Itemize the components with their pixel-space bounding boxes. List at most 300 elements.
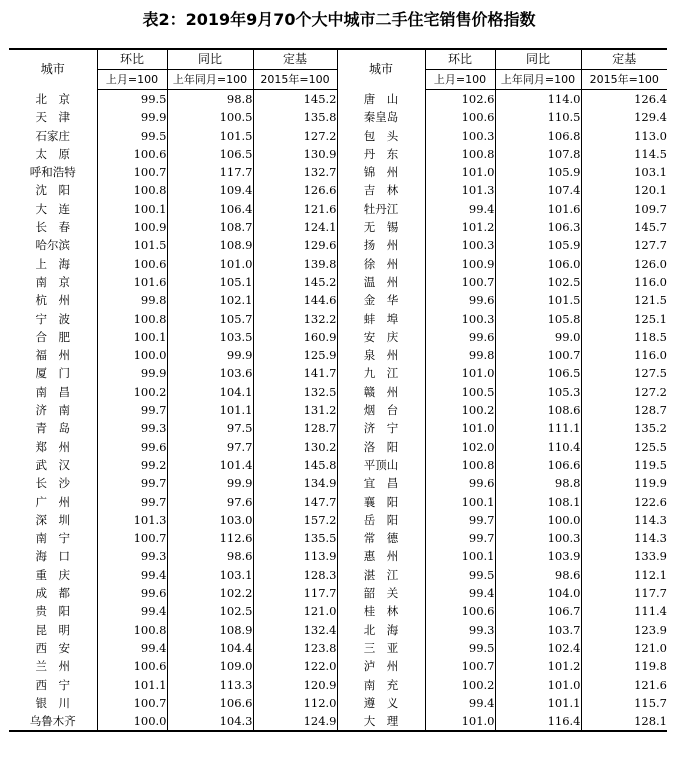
cell-mom-right: 100.7: [425, 657, 495, 675]
cell-city-left: 大 连: [35, 201, 70, 216]
table-row: [9, 127, 667, 145]
cell-city-right: 岳 阳: [337, 511, 425, 529]
cell-fixed-left: 125.9: [253, 346, 337, 364]
cell-fixed-left: 145.2: [253, 90, 337, 109]
cell-mom-right: 100.5: [425, 383, 495, 401]
cell-mom-right: 101.0: [425, 419, 495, 437]
table-row: [9, 547, 667, 565]
cell-yoy-right: 103.7: [495, 621, 581, 639]
cell-city-left: 兰 州: [35, 659, 70, 674]
cell-city-right: 锦 州: [337, 163, 425, 181]
cell-fixed-right: 103.1: [581, 163, 667, 181]
cell-fixed-left: 132.2: [253, 310, 337, 328]
cell-city-right: 北 海: [337, 621, 425, 639]
cell-city-right: 唐 山: [337, 90, 425, 109]
cell-fixed-left: 121.6: [253, 200, 337, 218]
cell-fixed-left: 145.2: [253, 273, 337, 291]
cell-mom-right: 100.7: [425, 273, 495, 291]
cell-city-right: 包 头: [337, 127, 425, 145]
table-row: [9, 419, 667, 437]
cell-fixed-left: 132.7: [253, 163, 337, 181]
cell-city-left: 长 沙: [35, 476, 70, 491]
table-row: [9, 438, 667, 456]
cell-yoy-right: 98.8: [495, 474, 581, 492]
table-row: [9, 602, 667, 620]
cell-mom-right: 100.8: [425, 145, 495, 163]
table-row: [9, 291, 667, 309]
cell-yoy-left: 108.9: [167, 621, 253, 639]
cell-yoy-left: 108.7: [167, 218, 253, 236]
cell-city-left: 郑 州: [35, 439, 70, 454]
table-row: [9, 712, 667, 731]
cell-city-right: 桂 林: [337, 602, 425, 620]
cell-mom-right: 100.9: [425, 255, 495, 273]
cell-fixed-left: 130.9: [253, 145, 337, 163]
col-header-city-left: 城市: [9, 49, 97, 90]
cell-city-left: 乌鲁木齐: [9, 712, 97, 731]
cell-city-left: 武 汉: [35, 457, 70, 472]
cell-mom-left: 99.7: [97, 493, 167, 511]
table-title: 表2：2019年9月70个大中城市二手住宅销售价格指数: [142, 10, 536, 29]
cell-city-right: 九 江: [337, 364, 425, 382]
cell-city-left: 昆 明: [35, 622, 70, 637]
cell-mom-left: 100.0: [97, 346, 167, 364]
cell-fixed-right: 119.8: [581, 657, 667, 675]
cell-fixed-right: 133.9: [581, 547, 667, 565]
cell-yoy-left: 106.6: [167, 694, 253, 712]
col-header-fixed-right: 定基: [581, 49, 667, 70]
cell-city-right: 遵 义: [337, 694, 425, 712]
cell-fixed-left: 123.8: [253, 639, 337, 657]
cell-fixed-left: 135.5: [253, 529, 337, 547]
cell-yoy-left: 99.9: [167, 474, 253, 492]
table-row: [9, 364, 667, 382]
cell-mom-left: 99.8: [97, 291, 167, 309]
cell-city-left: 青 岛: [35, 421, 70, 436]
cell-mom-right: 100.1: [425, 547, 495, 565]
table-row: [9, 474, 667, 492]
cell-yoy-left: 103.0: [167, 511, 253, 529]
table-row: [9, 657, 667, 675]
cell-city-right: 扬 州: [337, 236, 425, 254]
cell-fixed-right: 129.4: [581, 108, 667, 126]
cell-city-right: 韶 关: [337, 584, 425, 602]
cell-city-left: 贵 阳: [35, 604, 70, 619]
cell-yoy-right: 106.6: [495, 456, 581, 474]
cell-fixed-left: 124.9: [253, 712, 337, 731]
cell-city-left: 海 口: [35, 549, 70, 564]
cell-mom-left: 100.8: [97, 181, 167, 199]
cell-yoy-right: 110.5: [495, 108, 581, 126]
cell-yoy-left: 101.1: [167, 401, 253, 419]
cell-fixed-left: 120.9: [253, 676, 337, 694]
cell-fixed-left: 129.6: [253, 236, 337, 254]
table-row: [9, 493, 667, 511]
cell-fixed-left: 130.2: [253, 438, 337, 456]
cell-mom-left: 100.6: [97, 145, 167, 163]
cell-city-right: 秦皇岛: [337, 108, 425, 126]
col-header-yoy-right: 同比: [495, 49, 581, 70]
cell-city-left: 福 州: [35, 348, 70, 363]
cell-yoy-right: 101.2: [495, 657, 581, 675]
cell-mom-right: 102.0: [425, 438, 495, 456]
cell-city-right: 平顶山: [337, 456, 425, 474]
cell-city-left: 石家庄: [35, 128, 70, 143]
cell-city-right: 丹 东: [337, 145, 425, 163]
cell-mom-right: 100.3: [425, 127, 495, 145]
cell-mom-left: 99.7: [97, 474, 167, 492]
cell-yoy-right: 100.0: [495, 511, 581, 529]
cell-mom-left: 100.1: [97, 328, 167, 346]
cell-yoy-right: 101.5: [495, 291, 581, 309]
cell-mom-left: 100.6: [97, 657, 167, 675]
cell-yoy-left: 112.6: [167, 529, 253, 547]
cell-yoy-left: 101.5: [167, 127, 253, 145]
cell-yoy-right: 100.3: [495, 529, 581, 547]
cell-mom-left: 101.1: [97, 676, 167, 694]
cell-fixed-left: 135.8: [253, 108, 337, 126]
cell-mom-right: 101.0: [425, 364, 495, 382]
cell-yoy-left: 104.1: [167, 383, 253, 401]
cell-fixed-right: 120.1: [581, 181, 667, 199]
cell-city-right: 三 亚: [337, 639, 425, 657]
table-row: [9, 236, 667, 254]
table-row: [9, 694, 667, 712]
subheader-fixed-left: 2015年=100: [253, 70, 337, 90]
cell-fixed-right: 119.5: [581, 456, 667, 474]
cell-yoy-left: 113.3: [167, 676, 253, 694]
table-row: [9, 310, 667, 328]
cell-city-right: 赣 州: [337, 383, 425, 401]
cell-city-left: 深 圳: [35, 512, 70, 527]
cell-fixed-left: 157.2: [253, 511, 337, 529]
table-row: [9, 218, 667, 236]
cell-fixed-right: 123.9: [581, 621, 667, 639]
cell-fixed-left: 132.4: [253, 621, 337, 639]
cell-mom-right: 99.3: [425, 621, 495, 639]
cell-yoy-right: 101.6: [495, 200, 581, 218]
table-row: [9, 328, 667, 346]
cell-mom-left: 99.2: [97, 456, 167, 474]
cell-yoy-right: 106.3: [495, 218, 581, 236]
table-row: [9, 529, 667, 547]
cell-mom-left: 99.6: [97, 584, 167, 602]
cell-mom-left: 99.5: [97, 90, 167, 109]
cell-yoy-right: 105.8: [495, 310, 581, 328]
cell-fixed-left: 141.7: [253, 364, 337, 382]
cell-mom-right: 101.2: [425, 218, 495, 236]
cell-fixed-right: 126.4: [581, 90, 667, 109]
cell-fixed-right: 128.7: [581, 401, 667, 419]
cell-yoy-right: 102.5: [495, 273, 581, 291]
cell-yoy-right: 101.0: [495, 676, 581, 694]
table-row: [9, 273, 667, 291]
table-row: [9, 108, 667, 126]
table-row: [9, 621, 667, 639]
cell-fixed-left: 127.2: [253, 127, 337, 145]
cell-fixed-right: 127.2: [581, 383, 667, 401]
cell-city-left: 厦 门: [35, 366, 70, 381]
cell-mom-right: 100.3: [425, 236, 495, 254]
col-header-yoy-left: 同比: [167, 49, 253, 70]
cell-city-left: 宁 波: [35, 311, 70, 326]
cell-fixed-right: 115.7: [581, 694, 667, 712]
cell-yoy-left: 106.4: [167, 200, 253, 218]
cell-fixed-right: 114.3: [581, 511, 667, 529]
cell-mom-left: 100.2: [97, 383, 167, 401]
cell-yoy-left: 117.7: [167, 163, 253, 181]
cell-mom-left: 101.3: [97, 511, 167, 529]
cell-mom-left: 99.4: [97, 639, 167, 657]
cell-city-right: 徐 州: [337, 255, 425, 273]
cell-fixed-right: 127.7: [581, 236, 667, 254]
cell-yoy-left: 103.1: [167, 566, 253, 584]
cell-city-right: 泉 州: [337, 346, 425, 364]
cell-yoy-left: 104.4: [167, 639, 253, 657]
cell-yoy-right: 106.5: [495, 364, 581, 382]
cell-city-right: 大 理: [337, 712, 425, 731]
cell-fixed-left: 145.8: [253, 456, 337, 474]
cell-yoy-left: 109.4: [167, 181, 253, 199]
cell-city-left: 哈尔滨: [35, 238, 70, 253]
table-row: [9, 584, 667, 602]
cell-yoy-right: 107.8: [495, 145, 581, 163]
price-index-table: [9, 48, 667, 732]
cell-city-right: 宜 昌: [337, 474, 425, 492]
cell-mom-left: 99.9: [97, 108, 167, 126]
cell-mom-left: 100.7: [97, 694, 167, 712]
cell-city-left: 合 肥: [35, 329, 70, 344]
cell-mom-right: 100.6: [425, 108, 495, 126]
cell-mom-left: 99.5: [97, 127, 167, 145]
cell-fixed-left: 160.9: [253, 328, 337, 346]
cell-fixed-right: 114.3: [581, 529, 667, 547]
cell-city-left: 银 川: [35, 695, 70, 710]
cell-mom-left: 99.3: [97, 547, 167, 565]
cell-mom-right: 100.8: [425, 456, 495, 474]
cell-fixed-left: 121.0: [253, 602, 337, 620]
cell-mom-left: 100.7: [97, 163, 167, 181]
cell-yoy-left: 97.5: [167, 419, 253, 437]
cell-mom-left: 100.8: [97, 310, 167, 328]
cell-fixed-right: 122.6: [581, 493, 667, 511]
cell-mom-right: 100.2: [425, 401, 495, 419]
table-row: [9, 456, 667, 474]
cell-fixed-right: 118.5: [581, 328, 667, 346]
cell-city-left: 太 原: [35, 146, 70, 161]
cell-yoy-right: 111.1: [495, 419, 581, 437]
cell-city-left: 济 南: [35, 403, 70, 418]
cell-fixed-left: 117.7: [253, 584, 337, 602]
table-row: [9, 145, 667, 163]
cell-city-left: 成 都: [35, 586, 70, 601]
cell-fixed-right: 116.0: [581, 273, 667, 291]
cell-yoy-left: 105.1: [167, 273, 253, 291]
cell-fixed-left: 124.1: [253, 218, 337, 236]
cell-city-right: 襄 阳: [337, 493, 425, 511]
cell-yoy-left: 101.4: [167, 456, 253, 474]
cell-yoy-right: 107.4: [495, 181, 581, 199]
cell-fixed-right: 112.1: [581, 566, 667, 584]
cell-city-right: 惠 州: [337, 547, 425, 565]
cell-yoy-right: 98.6: [495, 566, 581, 584]
table-row: [9, 566, 667, 584]
cell-mom-right: 99.4: [425, 694, 495, 712]
cell-city-left: 南 昌: [35, 384, 70, 399]
cell-city-right: 金 华: [337, 291, 425, 309]
cell-city-left: 天 津: [35, 110, 70, 125]
col-header-mom-left: 环比: [97, 49, 167, 70]
cell-yoy-left: 104.3: [167, 712, 253, 731]
cell-yoy-right: 108.6: [495, 401, 581, 419]
cell-yoy-left: 100.5: [167, 108, 253, 126]
cell-mom-left: 101.5: [97, 236, 167, 254]
cell-mom-right: 99.7: [425, 511, 495, 529]
subheader-yoy-right: 上年同月=100: [495, 70, 581, 90]
cell-yoy-left: 109.0: [167, 657, 253, 675]
cell-mom-left: 99.4: [97, 602, 167, 620]
cell-city-left: 西 宁: [35, 677, 70, 692]
cell-city-right: 湛 江: [337, 566, 425, 584]
cell-mom-left: 99.6: [97, 438, 167, 456]
cell-mom-left: 99.9: [97, 364, 167, 382]
cell-fixed-right: 128.1: [581, 712, 667, 731]
header-row: [9, 49, 667, 70]
cell-fixed-left: 128.3: [253, 566, 337, 584]
cell-fixed-right: 117.7: [581, 584, 667, 602]
cell-yoy-left: 102.5: [167, 602, 253, 620]
cell-city-left: 呼和浩特: [29, 165, 76, 180]
cell-yoy-left: 108.9: [167, 236, 253, 254]
cell-yoy-right: 114.0: [495, 90, 581, 109]
cell-fixed-right: 125.1: [581, 310, 667, 328]
cell-city-right: 洛 阳: [337, 438, 425, 456]
cell-city-right: 吉 林: [337, 181, 425, 199]
cell-fixed-right: 116.0: [581, 346, 667, 364]
cell-fixed-right: 135.2: [581, 419, 667, 437]
cell-city-left: 重 庆: [35, 567, 70, 582]
cell-yoy-right: 110.4: [495, 438, 581, 456]
table-row: [9, 90, 667, 109]
subheader-mom-right: 上月=100: [425, 70, 495, 90]
cell-mom-right: 101.3: [425, 181, 495, 199]
cell-mom-left: 99.3: [97, 419, 167, 437]
cell-fixed-right: 109.7: [581, 200, 667, 218]
cell-city-left: 西 安: [35, 640, 70, 655]
cell-yoy-left: 102.2: [167, 584, 253, 602]
cell-yoy-left: 105.7: [167, 310, 253, 328]
cell-yoy-left: 97.6: [167, 493, 253, 511]
cell-mom-right: 100.2: [425, 676, 495, 694]
cell-fixed-right: 111.4: [581, 602, 667, 620]
cell-city-right: 牡丹江: [337, 200, 425, 218]
cell-yoy-right: 105.9: [495, 163, 581, 181]
cell-city-right: 南 充: [337, 676, 425, 694]
cell-fixed-right: 121.5: [581, 291, 667, 309]
cell-yoy-left: 103.5: [167, 328, 253, 346]
cell-mom-right: 99.5: [425, 566, 495, 584]
cell-fixed-right: 119.9: [581, 474, 667, 492]
cell-mom-left: 101.6: [97, 273, 167, 291]
cell-mom-right: 99.4: [425, 584, 495, 602]
cell-city-right: 常 德: [337, 529, 425, 547]
cell-mom-right: 99.6: [425, 291, 495, 309]
cell-mom-right: 99.4: [425, 200, 495, 218]
cell-mom-right: 102.6: [425, 90, 495, 109]
table-body: [9, 90, 667, 732]
cell-fixed-left: 139.8: [253, 255, 337, 273]
cell-yoy-right: 101.1: [495, 694, 581, 712]
table-row: [9, 200, 667, 218]
cell-yoy-right: 106.8: [495, 127, 581, 145]
cell-city-right: 温 州: [337, 273, 425, 291]
cell-fixed-right: 145.7: [581, 218, 667, 236]
cell-yoy-left: 98.6: [167, 547, 253, 565]
table-row: [9, 181, 667, 199]
table-row: [9, 163, 667, 181]
cell-city-left: 南 京: [35, 274, 70, 289]
cell-yoy-right: 106.7: [495, 602, 581, 620]
cell-yoy-right: 104.0: [495, 584, 581, 602]
cell-mom-right: 101.0: [425, 163, 495, 181]
cell-yoy-left: 102.1: [167, 291, 253, 309]
cell-mom-right: 99.8: [425, 346, 495, 364]
cell-fixed-left: 122.0: [253, 657, 337, 675]
cell-yoy-right: 116.4: [495, 712, 581, 731]
cell-fixed-right: 121.0: [581, 639, 667, 657]
cell-yoy-right: 100.7: [495, 346, 581, 364]
cell-fixed-left: 126.6: [253, 181, 337, 199]
table-row: [9, 255, 667, 273]
cell-fixed-right: 127.5: [581, 364, 667, 382]
cell-yoy-right: 106.0: [495, 255, 581, 273]
cell-fixed-left: 113.9: [253, 547, 337, 565]
cell-mom-left: 100.7: [97, 529, 167, 547]
cell-mom-right: 101.0: [425, 712, 495, 731]
subheader-mom-left: 上月=100: [97, 70, 167, 90]
cell-city-left: 长 春: [35, 220, 70, 235]
cell-mom-right: 99.6: [425, 328, 495, 346]
cell-fixed-left: 128.7: [253, 419, 337, 437]
cell-mom-left: 100.0: [97, 712, 167, 731]
table-row: [9, 346, 667, 364]
cell-yoy-left: 98.8: [167, 90, 253, 109]
cell-mom-left: 100.8: [97, 621, 167, 639]
cell-fixed-right: 126.0: [581, 255, 667, 273]
cell-yoy-left: 106.5: [167, 145, 253, 163]
table-row: [9, 676, 667, 694]
cell-mom-left: 100.6: [97, 255, 167, 273]
cell-city-left: 南 宁: [35, 531, 70, 546]
cell-mom-left: 99.7: [97, 401, 167, 419]
cell-fixed-right: 114.5: [581, 145, 667, 163]
table-row: [9, 511, 667, 529]
cell-fixed-left: 144.6: [253, 291, 337, 309]
subheader-fixed-right: 2015年=100: [581, 70, 667, 90]
cell-fixed-right: 113.0: [581, 127, 667, 145]
cell-yoy-right: 105.3: [495, 383, 581, 401]
cell-mom-right: 100.3: [425, 310, 495, 328]
cell-fixed-left: 147.7: [253, 493, 337, 511]
cell-city-right: 烟 台: [337, 401, 425, 419]
cell-city-right: 济 宁: [337, 419, 425, 437]
cell-city-left: 上 海: [35, 256, 70, 271]
cell-city-right: 安 庆: [337, 328, 425, 346]
cell-fixed-right: 121.6: [581, 676, 667, 694]
table-row: [9, 401, 667, 419]
cell-city-left: 杭 州: [35, 293, 70, 308]
cell-fixed-left: 134.9: [253, 474, 337, 492]
